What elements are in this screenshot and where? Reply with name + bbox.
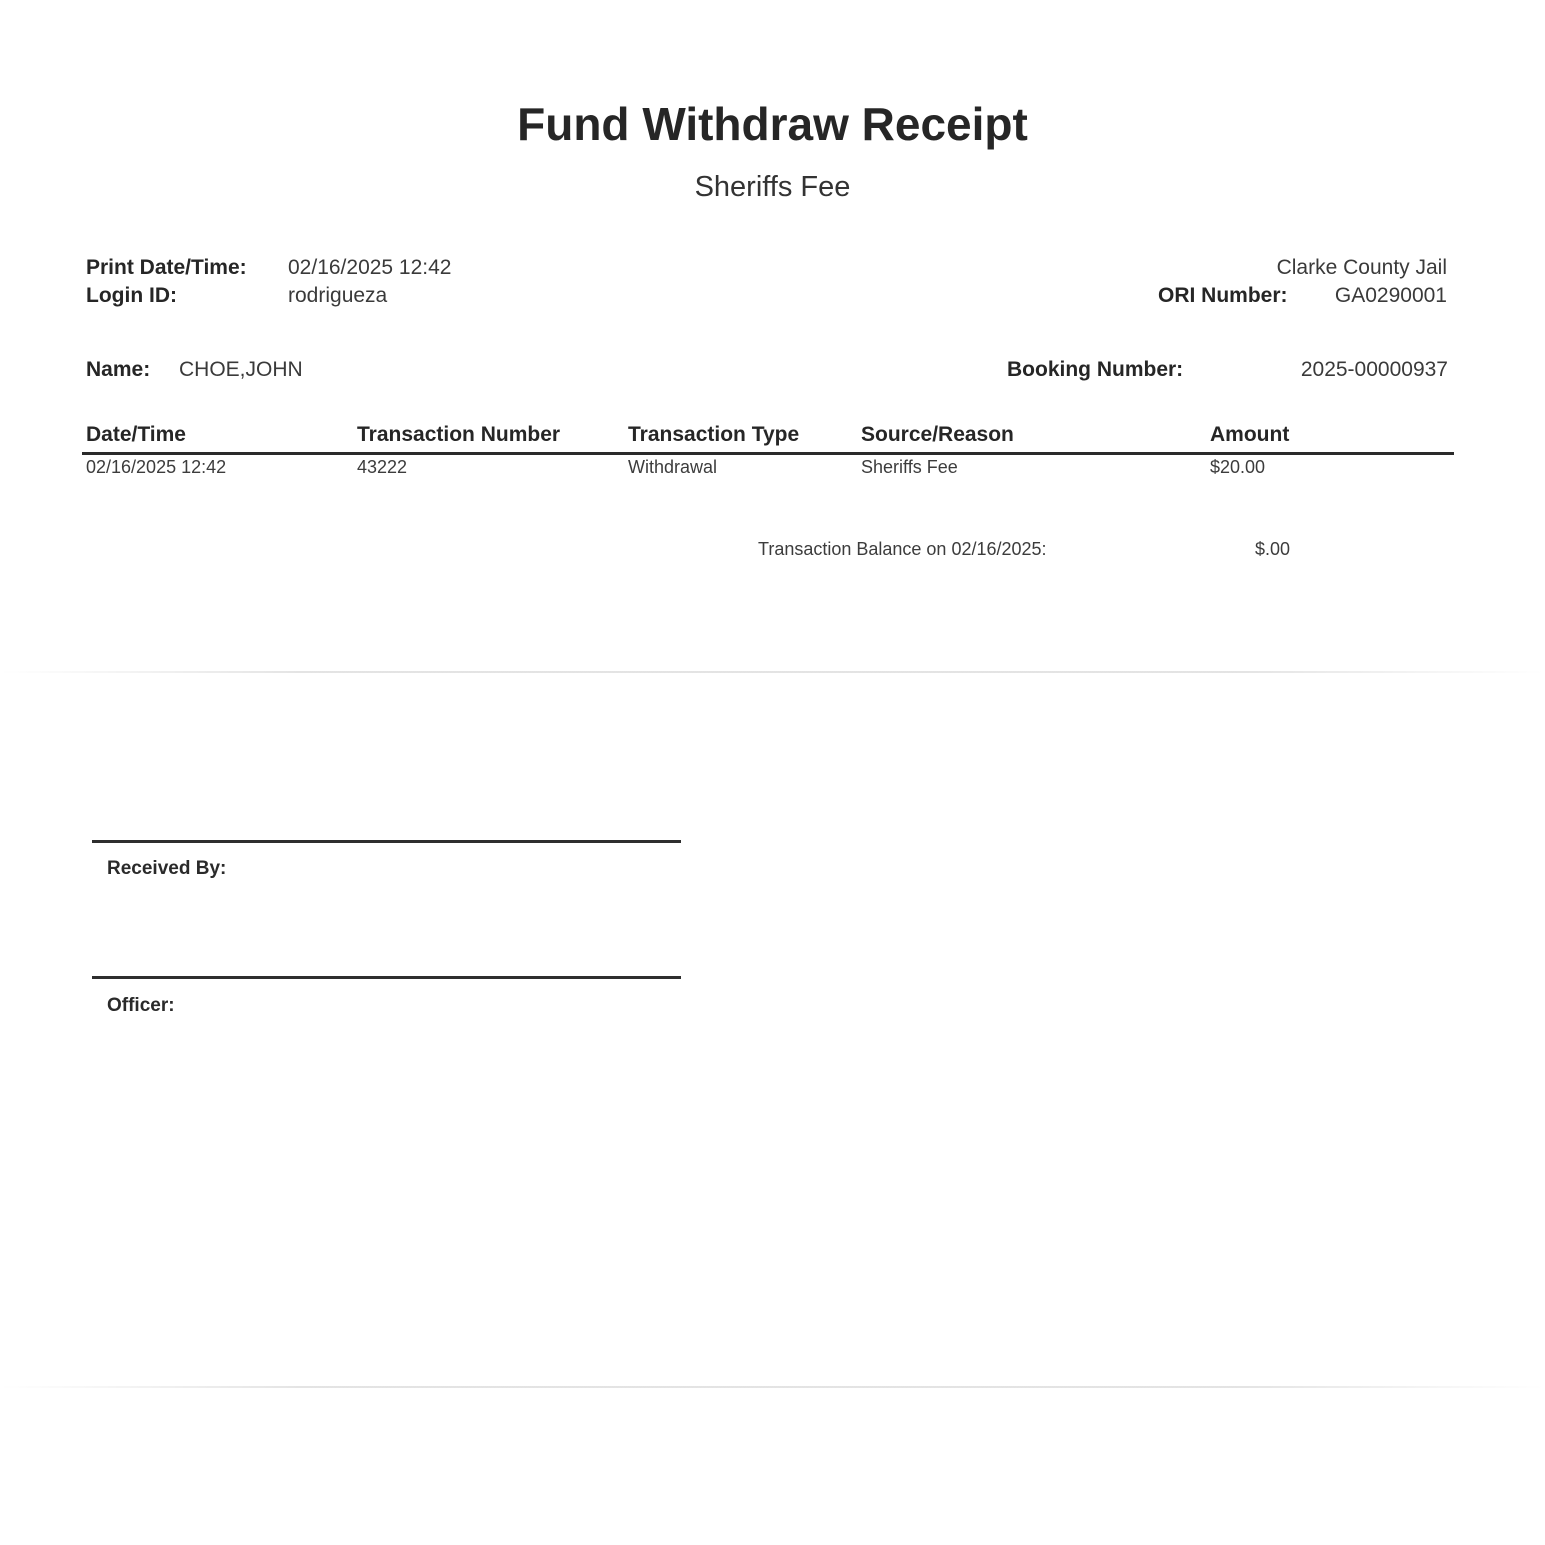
paper-fold-line	[0, 1386, 1545, 1388]
booking-number-label: Booking Number:	[1007, 358, 1184, 381]
ori-number-value: GA0290001	[1334, 284, 1447, 307]
officer-label: Officer:	[107, 995, 175, 1016]
page-title: Fund Withdraw Receipt	[517, 98, 1028, 150]
page-subtitle: Sheriffs Fee	[694, 171, 851, 203]
column-header-transaction-type: Transaction Type	[628, 423, 800, 446]
facility-name: Clarke County Jail	[1276, 256, 1447, 279]
print-datetime-label: Print Date/Time:	[86, 256, 247, 279]
cell-transaction-type: Withdrawal	[628, 457, 718, 477]
column-header-transaction-number: Transaction Number	[357, 423, 561, 446]
column-header-datetime: Date/Time	[86, 423, 186, 446]
cell-amount: $20.00	[1210, 457, 1266, 477]
login-id-value: rodrigueza	[288, 284, 388, 307]
name-value: CHOE,JOHN	[179, 358, 303, 381]
transaction-balance-value: $.00	[1255, 539, 1291, 559]
paper-fold-line	[0, 671, 1545, 673]
ori-number-label: ORI Number:	[1158, 284, 1288, 307]
cell-transaction-number: 43222	[357, 457, 408, 477]
transaction-balance-label: Transaction Balance on 02/16/2025:	[758, 539, 1047, 559]
print-datetime-value: 02/16/2025 12:42	[288, 256, 452, 279]
cell-datetime: 02/16/2025 12:42	[86, 457, 227, 477]
column-header-amount: Amount	[1210, 423, 1290, 446]
cell-source-reason: Sheriffs Fee	[861, 457, 958, 477]
booking-number-value: 2025-00000937	[1300, 358, 1448, 381]
name-label: Name:	[86, 358, 151, 381]
login-id-label: Login ID:	[86, 284, 177, 307]
received-by-label: Received By:	[107, 858, 227, 879]
received-by-signature-line	[92, 840, 681, 843]
column-header-source-reason: Source/Reason	[861, 423, 1014, 446]
officer-signature-line	[92, 976, 681, 979]
table-header-rule	[82, 452, 1454, 455]
